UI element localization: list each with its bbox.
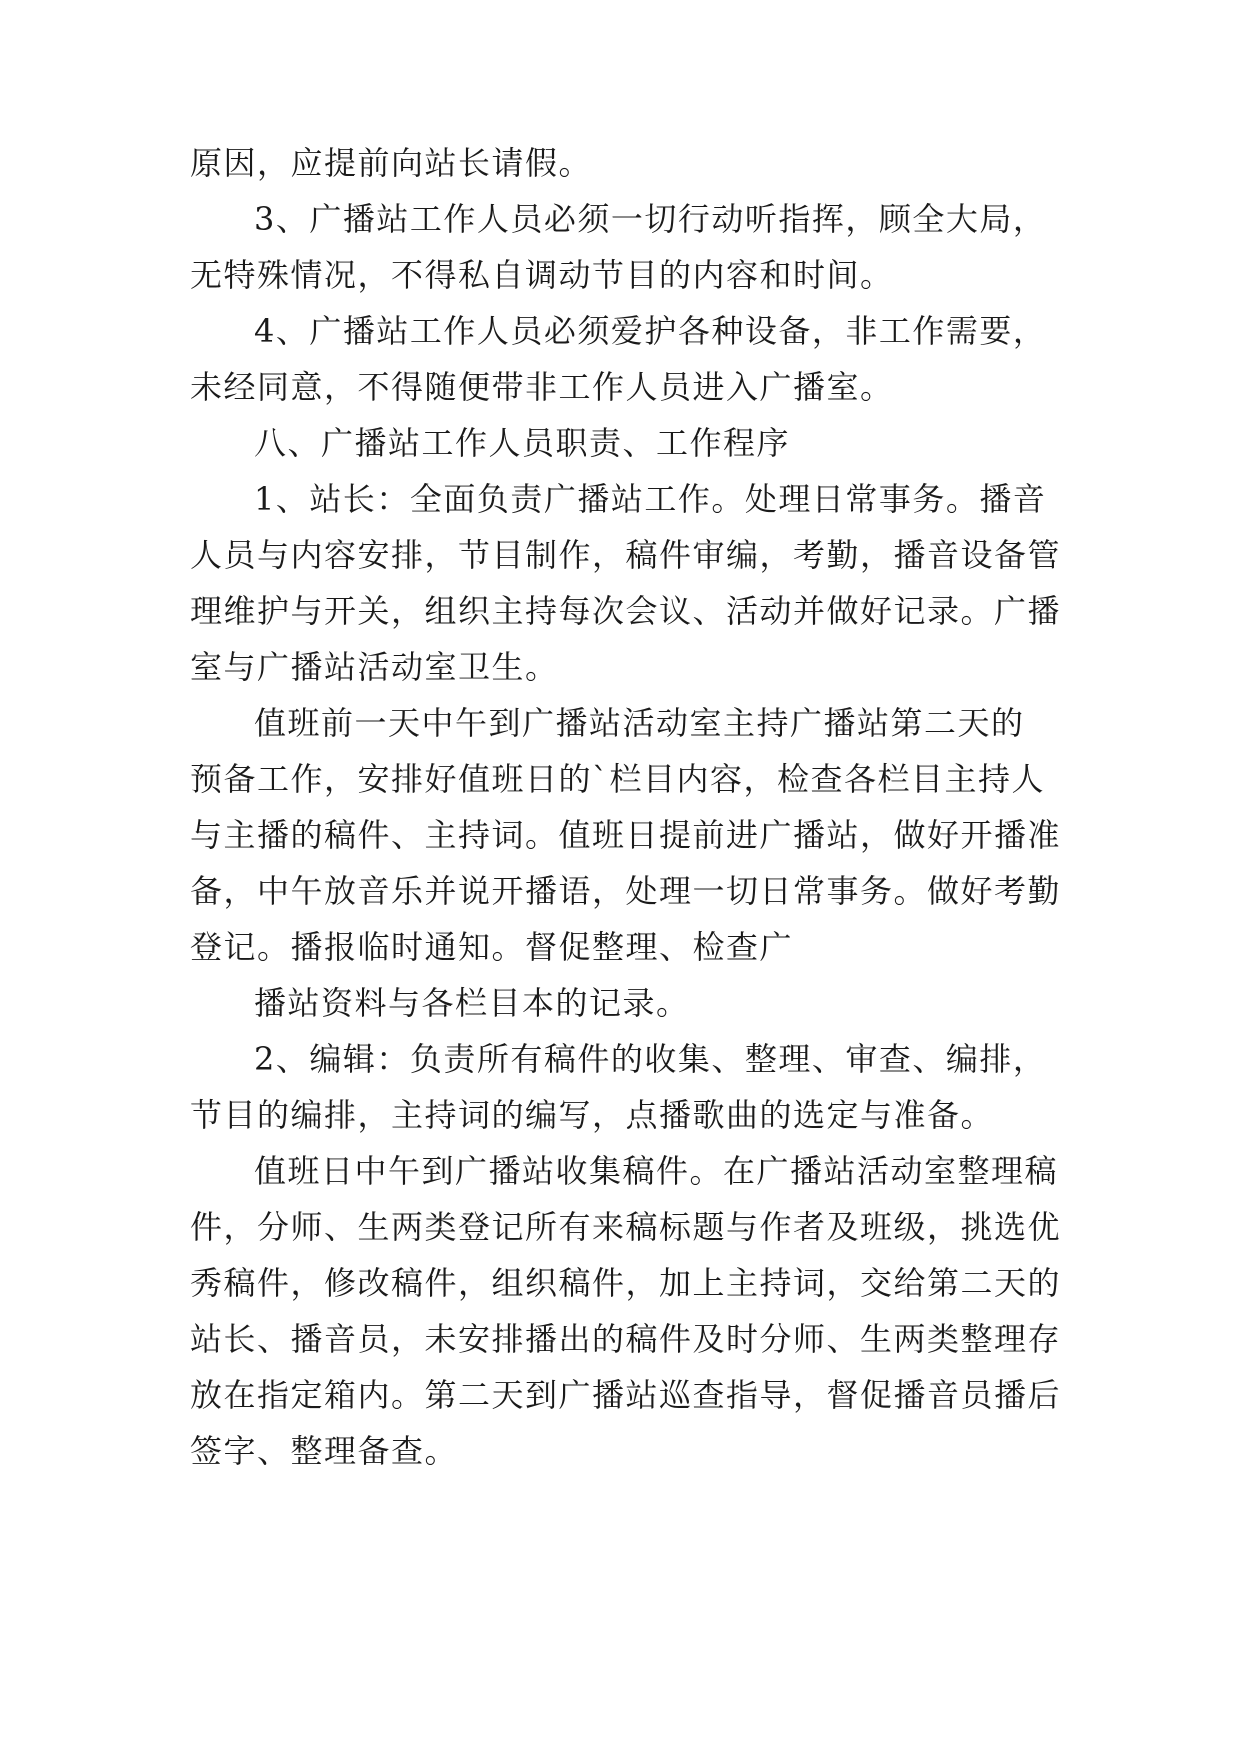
text-line: 值班日中午到广播站收集稿件。在广播站活动室整理稿 [254, 1152, 1059, 1190]
text-line: 备，中午放音乐并说开播语，处理一切日常事务。做好考勤 [190, 872, 1062, 910]
text-line: 无特殊情况，不得私自调动节目的内容和时间。 [190, 256, 894, 294]
text-line: 播站资料与各栏目本的记录。 [254, 984, 690, 1022]
text-line: 值班前一天中午到广播站活动室主持广播站第二天的 [254, 704, 1025, 742]
text-line: 原因，应提前向站长请假。 [190, 144, 593, 182]
text-line: 3、广播站工作人员必须一切行动听指挥，顾全大局， [254, 200, 1047, 238]
text-line: 站长、播音员，未安排播出的稿件及时分师、生两类整理存 [190, 1320, 1062, 1358]
text-line: 件，分师、生两类登记所有来稿标题与作者及班级，挑选优 [190, 1208, 1062, 1246]
text-line: 1、站长：全面负责广播站工作。处理日常事务。播音 [254, 480, 1047, 518]
text-line: 室与广播站活动室卫生。 [190, 648, 559, 686]
text-line: 秀稿件，修改稿件，组织稿件，加上主持词，交给第二天的 [190, 1264, 1062, 1302]
text-line: 4、广播站工作人员必须爱护各种设备，非工作需要， [254, 312, 1047, 350]
text-line: 人员与内容安排，节目制作，稿件审编，考勤，播音设备管 [190, 536, 1062, 574]
text-line: 2、编辑：负责所有稿件的收集、整理、审查、编排， [254, 1040, 1047, 1078]
section-heading: 八、广播站工作人员职责、工作程序 [254, 424, 791, 462]
text-line: 放在指定箱内。第二天到广播站巡查指导，督促播音员播后 [190, 1376, 1062, 1414]
text-line: 节目的编排，主持词的编写，点播歌曲的选定与准备。 [190, 1096, 995, 1134]
text-line: 签字、整理备查。 [190, 1432, 459, 1470]
text-line: 未经同意，不得随便带非工作人员进入广播室。 [190, 368, 894, 406]
text-line: 理维护与开关，组织主持每次会议、活动并做好记录。广播 [190, 592, 1062, 630]
text-line: 预备工作，安排好值班日的`栏目内容，检查各栏目主持人 [190, 760, 1046, 798]
text-line: 与主播的稿件、主持词。值班日提前进广播站，做好开播准 [190, 816, 1062, 854]
text-line: 登记。播报临时通知。督促整理、检查广 [190, 928, 794, 966]
